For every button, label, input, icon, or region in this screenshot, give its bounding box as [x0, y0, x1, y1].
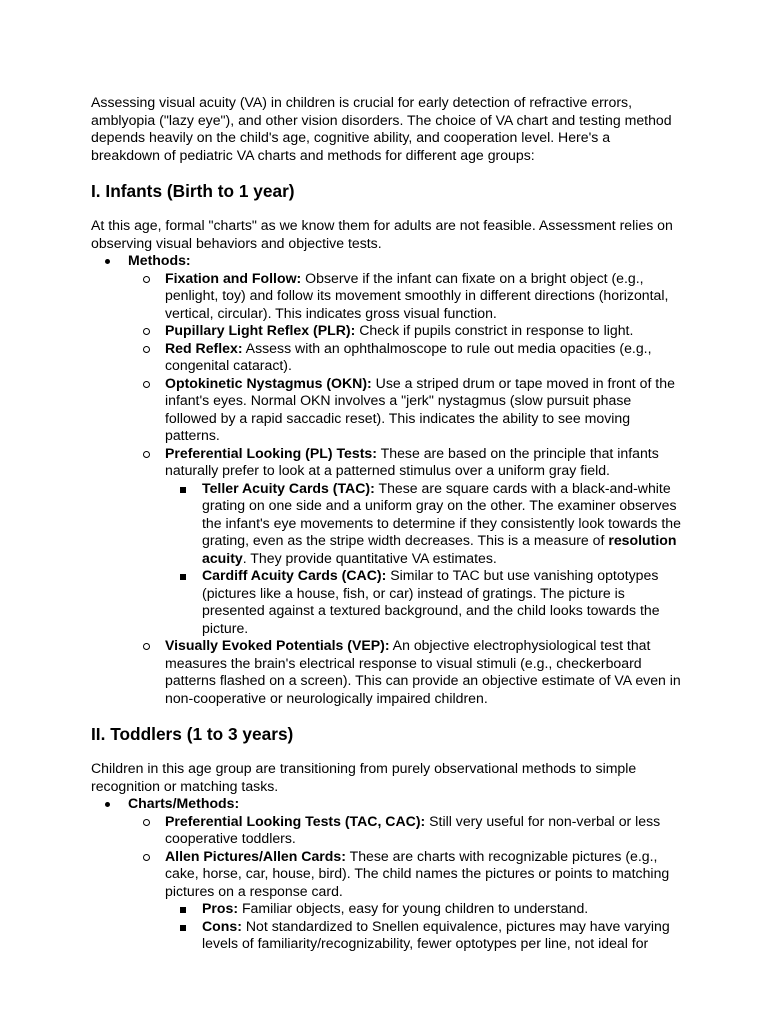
- section-heading-infants: I. Infants (Birth to 1 year): [91, 181, 295, 201]
- allen-pictures-sublist: [165, 900, 681, 953]
- item-text: Assess with an ophthalmoscope to rule out media opacities (e.g., congenital cataract).: [165, 339, 652, 373]
- item-term: Cardiff Acuity Cards (CAC):: [202, 567, 387, 583]
- methods-label: Methods:: [128, 252, 191, 268]
- item-bold-phrase: resolution acuity: [202, 532, 677, 566]
- item-term: Cons:: [202, 917, 242, 934]
- list-item-preferential-looking: [128, 445, 681, 638]
- item-text: An objective electrophysiological test that measures the brain's electrical response to visual stimuli (e.g., checkerboard patterns flashed on a screen). This can provide an objective estimate of VA even in non-cooperative or neurologically impaired children.: [165, 637, 681, 706]
- bullet-circle-icon: [128, 322, 165, 340]
- item-term: Fixation and Follow:: [165, 269, 302, 286]
- bullet-circle-icon: [128, 340, 165, 358]
- item-text: These are charts with recognizable pictures (e.g., cake, horse, car, house, bird). The child names the pictures or points to matching pictures on a response card.: [165, 847, 670, 899]
- item-term: Pros:: [202, 900, 239, 916]
- toddlers-list: [91, 795, 681, 953]
- item-text: Use a striped drum or tape moved in front of the infant's eyes. Normal OKN involves a "jerk" nystagmus (slow pursuit phase followed by a rapid saccadic reset). This indicates the ability to see moving patterns.: [165, 374, 675, 443]
- list-item-allen-pictures: [128, 848, 681, 953]
- list-item-pros: [165, 900, 681, 918]
- bullet-circle-icon: [128, 813, 165, 831]
- bullet-square-icon: [165, 567, 202, 585]
- list-item-cons: [165, 918, 681, 953]
- item-text: These are square cards with a black-and-white grating on one side and a uniform gray on the other. The examiner observes the infant's eye movements to determine if they consistently look towards the grating, even as the stripe width decreases. This is a measure of: [202, 479, 681, 548]
- item-term: Teller Acuity Cards (TAC):: [202, 479, 375, 496]
- item-text-after: . They provide quantitative VA estimates.: [242, 549, 497, 566]
- toddlers-methods-list: [128, 813, 681, 953]
- item-text: Similar to TAC but use vanishing optotypes (pictures like a house, fish, or car) instead of gratings. The picture is presented against a textured background, and the child looks towards the picture.: [202, 567, 660, 636]
- methods-label: Charts/Methods:: [128, 795, 240, 811]
- list-item-preferential-looking-tests: [128, 813, 681, 848]
- item-text: These are based on the principle that infants naturally prefer to look at a patterned stimulus over a uniform gray field.: [165, 444, 659, 478]
- bullet-disc-icon: [91, 252, 128, 270]
- bullet-square-icon: [165, 918, 202, 936]
- bullet-square-icon: [165, 900, 202, 918]
- item-text: Still very useful for non-verbal or less cooperative toddlers.: [165, 812, 661, 846]
- toddlers-intro-paragraph: Children in this age group are transitioning from purely observational methods to simple recognition or matching tasks.: [91, 760, 637, 794]
- list-item-plr: [128, 322, 681, 340]
- item-term: Allen Pictures/Allen Cards:: [165, 847, 346, 864]
- bullet-circle-icon: [128, 270, 165, 288]
- item-term: Red Reflex:: [165, 339, 243, 356]
- section-heading-toddlers: II. Toddlers (1 to 3 years): [91, 724, 294, 744]
- list-item-red-reflex: [128, 340, 681, 375]
- infants-list: [91, 252, 681, 707]
- bullet-circle-icon: [128, 445, 165, 463]
- item-term: Visually Evoked Potentials (VEP):: [165, 637, 390, 653]
- list-item-fixation-follow: [128, 270, 681, 323]
- list-item-cardiff-acuity-cards: [165, 567, 681, 637]
- list-item-teller-acuity-cards: [165, 480, 681, 568]
- bullet-circle-icon: [128, 637, 165, 655]
- item-term: Optokinetic Nystagmus (OKN):: [165, 374, 372, 391]
- item-text: Familiar objects, easy for young children to understand.: [238, 900, 589, 916]
- item-term: Pupillary Light Reflex (PLR):: [165, 322, 356, 338]
- list-item-methods: [91, 252, 681, 707]
- bullet-circle-icon: [128, 375, 165, 393]
- list-item-vep: [128, 637, 681, 707]
- list-item-charts-methods: [91, 795, 681, 953]
- item-text: Check if pupils constrict in response to light.: [355, 322, 634, 338]
- infants-methods-list: [128, 270, 681, 708]
- preferential-looking-sublist: [165, 480, 681, 638]
- item-text: Observe if the infant can fixate on a bright object (e.g., penlight, toy) and follow its movement smoothly in different directions (horizontal, vertical, circular). This indicates gross visual function.: [165, 269, 669, 321]
- document-page: [91, 94, 681, 953]
- bullet-square-icon: [165, 480, 202, 498]
- item-term: Preferential Looking (PL) Tests:: [165, 444, 377, 461]
- intro-paragraph: Assessing visual acuity (VA) in children is crucial for early detection of refractive errors, amblyopia ("lazy eye"), and other vision disorders. The choice of VA chart and testing method depends heavily on the child's age, cognitive ability, and cooperation level. Here's a breakdown of pediatric VA charts and methods for different age groups:: [91, 94, 672, 163]
- item-term: Preferential Looking Tests (TAC, CAC):: [165, 812, 426, 829]
- bullet-circle-icon: [128, 848, 165, 866]
- bullet-disc-icon: [91, 795, 128, 813]
- item-text: Not standardized to Snellen equivalence, pictures may have varying levels of familiarity/recognizability, fewer optotypes per line, not ideal for: [202, 917, 670, 951]
- infants-intro-paragraph: At this age, formal "charts" as we know them for adults are not feasible. Assessment relies on observing visual behaviors and objective tests.: [91, 217, 673, 251]
- list-item-okn: [128, 375, 681, 445]
